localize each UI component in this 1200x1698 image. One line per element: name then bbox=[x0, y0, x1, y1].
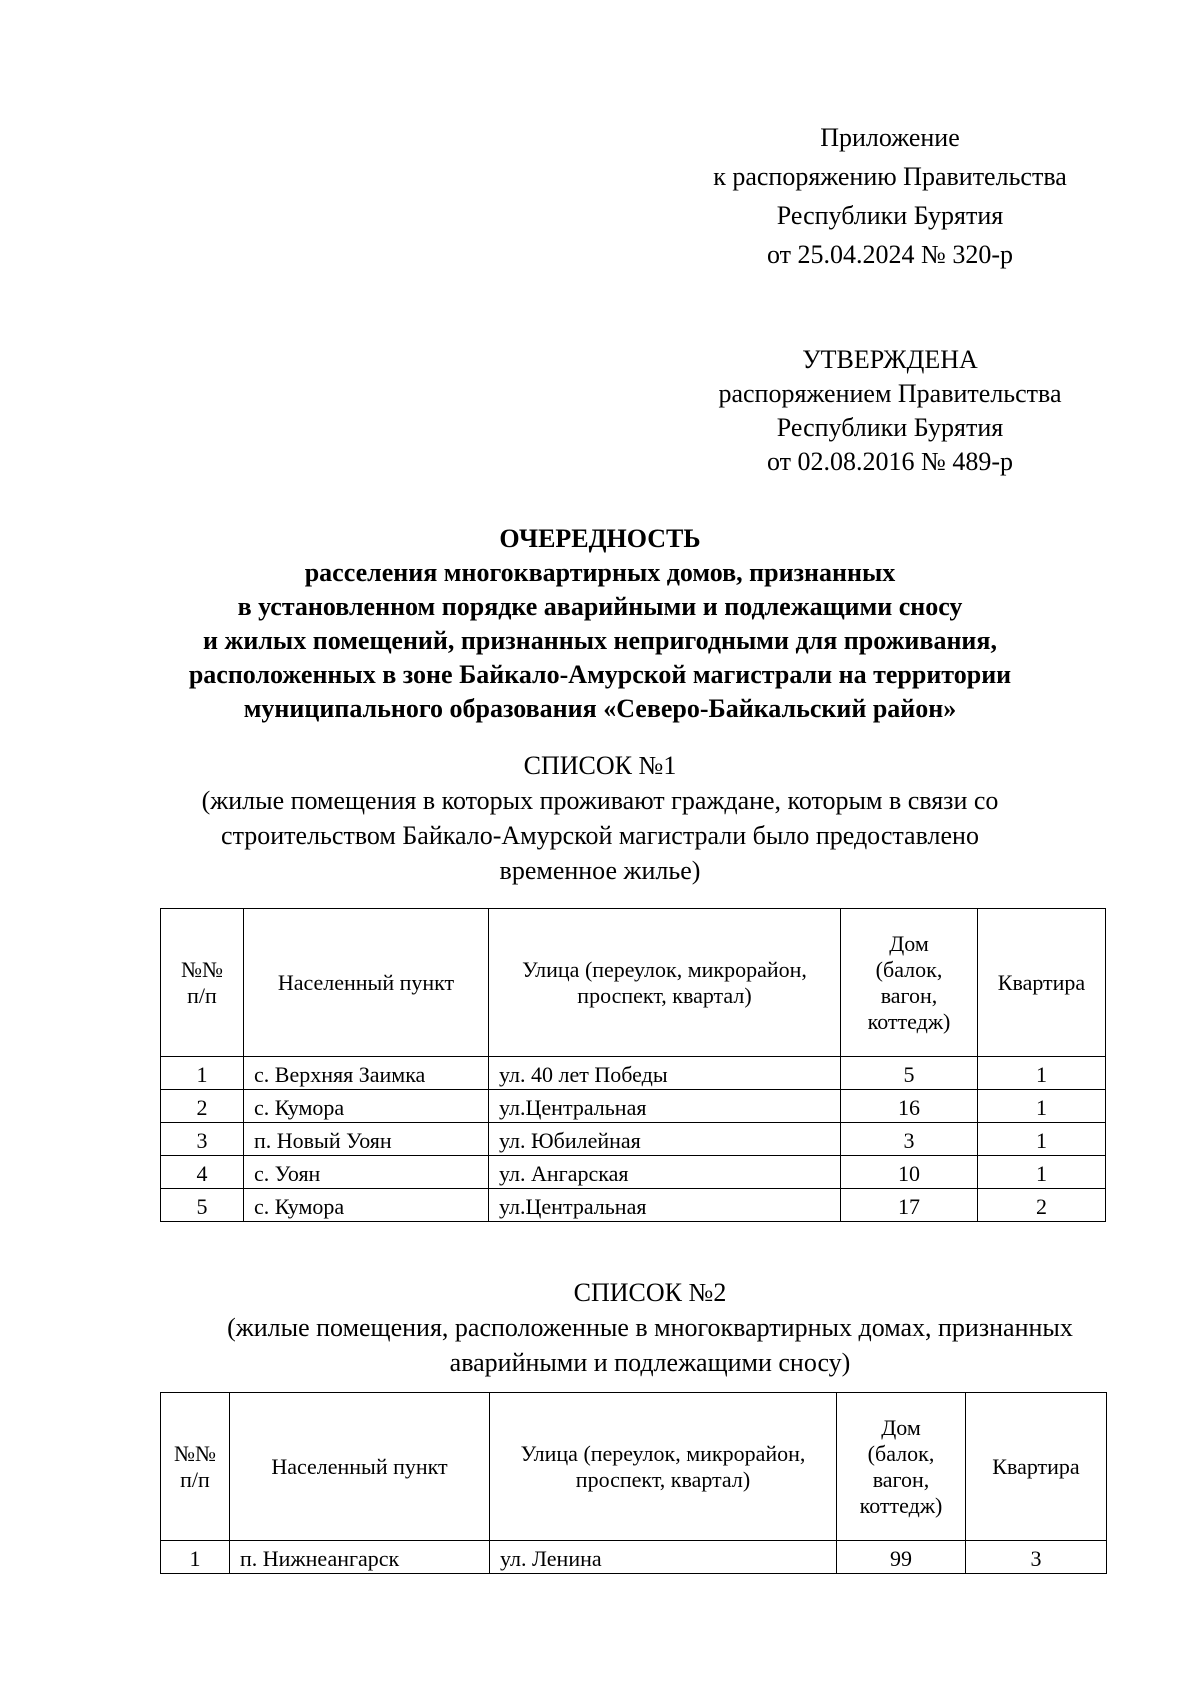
header-number: №№ п/п bbox=[161, 1393, 230, 1541]
list1-subtitle-line: временное жилье) bbox=[499, 856, 701, 885]
header-house: Дом (балок, вагон, коттедж) bbox=[841, 909, 978, 1057]
header-settlement: Населенный пункт bbox=[244, 909, 489, 1057]
cell-settlement: п. Нижнеангарск bbox=[230, 1541, 490, 1574]
cell-apartment: 1 bbox=[978, 1123, 1106, 1156]
cell-street: ул. Ленина bbox=[490, 1541, 837, 1574]
table-row bbox=[161, 1189, 1106, 1222]
appendix-line: к распоряжению Правительства bbox=[713, 162, 1067, 191]
cell-number: 4 bbox=[161, 1156, 244, 1189]
approval-line: от 02.08.2016 № 489-р bbox=[767, 447, 1013, 476]
table-row bbox=[161, 1123, 1106, 1156]
cell-settlement: с. Уоян bbox=[244, 1156, 489, 1189]
cell-settlement: с. Кумора bbox=[244, 1090, 489, 1123]
cell-street: ул. 40 лет Победы bbox=[489, 1057, 841, 1090]
header-house: Дом (балок, вагон, коттедж) bbox=[837, 1393, 966, 1541]
cell-number: 3 bbox=[161, 1123, 244, 1156]
table-header-row bbox=[161, 1393, 1107, 1541]
appendix-block bbox=[640, 118, 1140, 274]
header-number: №№ п/п bbox=[161, 909, 244, 1057]
table-row bbox=[161, 1541, 1107, 1574]
table-row bbox=[161, 1156, 1106, 1189]
list2-subtitle-line: аварийными и подлежащими сносу) bbox=[449, 1348, 851, 1377]
header-street: Улица (переулок, микрорайон, проспект, квартал) bbox=[490, 1393, 837, 1541]
cell-number: 2 bbox=[161, 1090, 244, 1123]
cell-number: 1 bbox=[161, 1057, 244, 1090]
list2-heading bbox=[100, 1275, 1200, 1380]
cell-settlement: с. Кумора bbox=[244, 1189, 489, 1222]
list1-subtitle-line: строительством Байкало-Амурской магистрали было предоставлено bbox=[221, 821, 979, 850]
heading-line: муниципального образования «Северо-Байкальский район» bbox=[243, 694, 957, 723]
list1-table bbox=[160, 908, 1106, 1222]
appendix-line: от 25.04.2024 № 320-р bbox=[767, 240, 1013, 269]
cell-street: ул. Ангарская bbox=[489, 1156, 841, 1189]
cell-house: 99 bbox=[837, 1541, 966, 1574]
cell-apartment: 2 bbox=[978, 1189, 1106, 1222]
cell-apartment: 1 bbox=[978, 1090, 1106, 1123]
list2-title: СПИСОК №2 bbox=[573, 1278, 727, 1307]
table-row bbox=[161, 1090, 1106, 1123]
cell-house: 16 bbox=[841, 1090, 978, 1123]
cell-street: ул.Центральная bbox=[489, 1090, 841, 1123]
appendix-line: Приложение bbox=[820, 123, 960, 152]
heading-line: расселения многоквартирных домов, признанных bbox=[304, 558, 896, 587]
table-row bbox=[161, 1057, 1106, 1090]
list1-title: СПИСОК №1 bbox=[523, 751, 677, 780]
header-street: Улица (переулок, микрорайон, проспект, квартал) bbox=[489, 909, 841, 1057]
heading-title: ОЧЕРЕДНОСТЬ bbox=[499, 524, 701, 553]
header-apartment: Квартира bbox=[978, 909, 1106, 1057]
heading-line: расположенных в зоне Байкало-Амурской магистрали на территории bbox=[188, 660, 1012, 689]
cell-house: 10 bbox=[841, 1156, 978, 1189]
document-heading bbox=[100, 522, 1100, 726]
cell-street: ул.Центральная bbox=[489, 1189, 841, 1222]
cell-settlement: п. Новый Уоян bbox=[244, 1123, 489, 1156]
approval-line: Республики Бурятия bbox=[776, 413, 1004, 442]
cell-house: 5 bbox=[841, 1057, 978, 1090]
cell-house: 17 bbox=[841, 1189, 978, 1222]
cell-apartment: 1 bbox=[978, 1156, 1106, 1189]
heading-line: и жилых помещений, признанных непригодными для проживания, bbox=[203, 626, 997, 655]
header-apartment: Квартира bbox=[966, 1393, 1107, 1541]
header-settlement: Населенный пункт bbox=[230, 1393, 490, 1541]
cell-apartment: 3 bbox=[966, 1541, 1107, 1574]
appendix-line: Республики Бурятия bbox=[776, 201, 1004, 230]
cell-apartment: 1 bbox=[978, 1057, 1106, 1090]
approval-line: распоряжением Правительства bbox=[718, 379, 1062, 408]
cell-settlement: с. Верхняя Заимка bbox=[244, 1057, 489, 1090]
heading-line: в установленном порядке аварийными и подлежащими сносу bbox=[237, 592, 963, 621]
list1-subtitle-line: (жилые помещения в которых проживают граждане, которым в связи со bbox=[201, 786, 999, 815]
table-header-row bbox=[161, 909, 1106, 1057]
approval-line: УТВЕРЖДЕНА bbox=[802, 345, 978, 374]
list2-subtitle-line: (жилые помещения, расположенные в многоквартирных домах, признанных bbox=[227, 1313, 1073, 1342]
cell-street: ул. Юбилейная bbox=[489, 1123, 841, 1156]
list2-table bbox=[160, 1392, 1107, 1574]
list1-heading bbox=[100, 748, 1100, 888]
cell-number: 1 bbox=[161, 1541, 230, 1574]
cell-number: 5 bbox=[161, 1189, 244, 1222]
cell-house: 3 bbox=[841, 1123, 978, 1156]
approval-block bbox=[640, 343, 1140, 479]
